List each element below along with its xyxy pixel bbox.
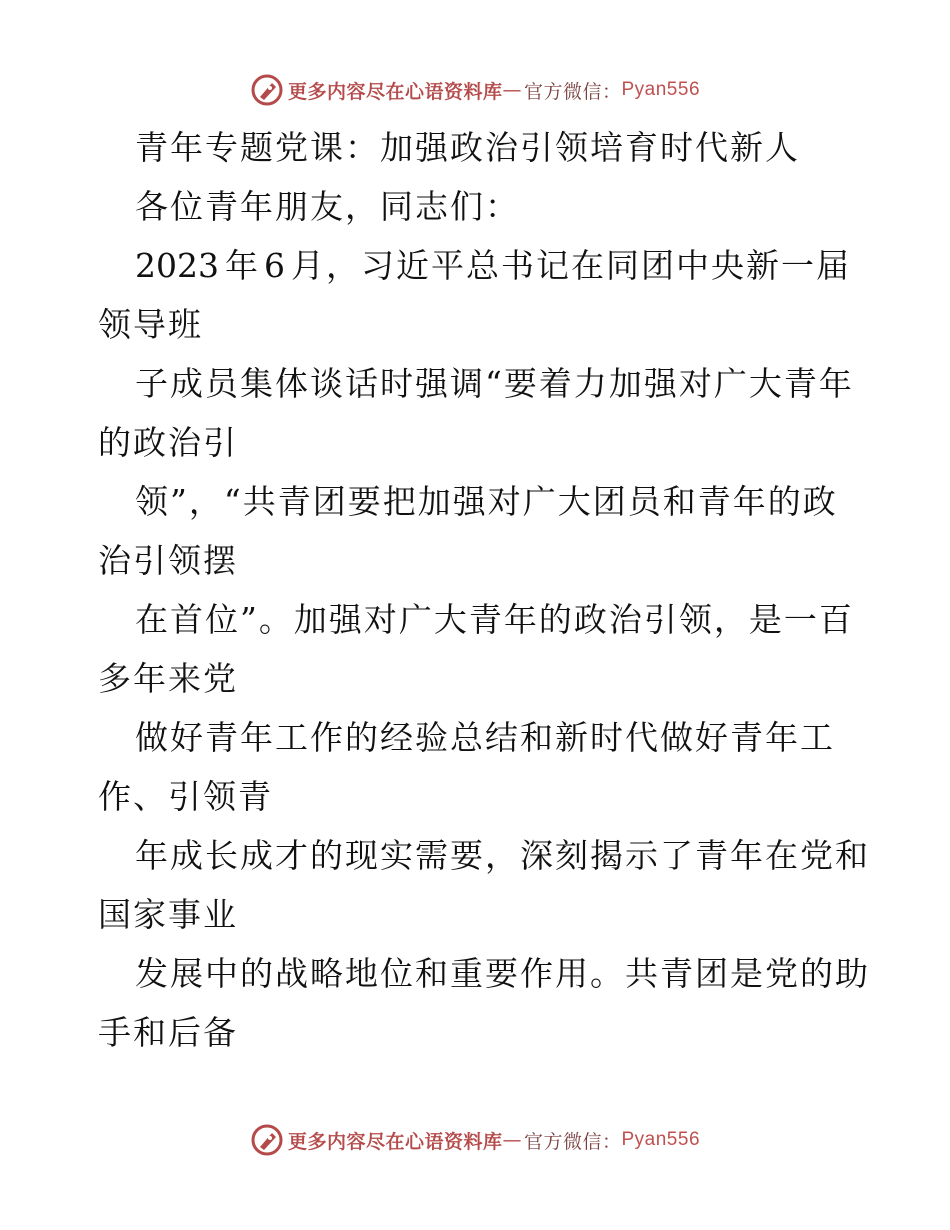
paragraph-line: 作、引领青 [98, 777, 273, 816]
paragraph-line: 多年来党 [98, 659, 238, 698]
document-title: 青年专题党课：加强政治引领培育时代新人 [135, 128, 800, 167]
watermark-text: 更多内容尽在心语资料库 [287, 1130, 503, 1153]
paragraph-text: 月，习近平总书记在同团中央新一届 [290, 246, 851, 285]
watermark-dash: — [502, 1129, 522, 1151]
watermark-contact-label: 官方微信： [523, 80, 622, 103]
footer-watermark [0, 1120, 950, 1160]
watermark-contact-id: Pyan556 [621, 79, 701, 100]
paragraph-line: 子成员集体谈话时强调“要着力加强对广大青年 [135, 364, 854, 403]
greeting: 各位青年朋友，同志们： [135, 187, 520, 226]
paragraph-line: 做好青年工作的经验总结和新时代做好青年工 [135, 718, 835, 757]
paragraph-line: 在首位”。加强对广大青年的政治引领，是一百 [135, 600, 854, 639]
paragraph-line: 国家事业 [98, 895, 238, 934]
watermark-text: 更多内容尽在心语资料库 [287, 80, 503, 103]
paragraph-line: 领导班 [98, 305, 203, 344]
paragraph-line: 发展中的战略地位和重要作用。共青团是党的助 [135, 954, 870, 993]
month-number: 6 [263, 246, 285, 285]
watermark-contact-id: Pyan556 [621, 1129, 701, 1150]
paragraph-line: 治引领摆 [98, 541, 238, 580]
paragraph-line [135, 236, 851, 295]
watermark-dash: — [502, 79, 522, 101]
paragraph-line: 年成长成才的现实需要，深刻揭示了青年在党和 [135, 836, 870, 875]
watermark-contact-label: 官方微信： [523, 1130, 622, 1153]
year-text: 2023 [135, 246, 219, 285]
header-watermark [0, 70, 950, 110]
pen-nib-circle-icon [250, 1123, 284, 1157]
pen-nib-circle-icon [250, 73, 284, 107]
paragraph-line: 领”，“共青团要把加强对广大团员和青年的政 [135, 482, 838, 521]
year-unit: 年 [224, 246, 258, 285]
paragraph-line: 手和后备 [98, 1013, 238, 1052]
paragraph-line: 的政治引 [98, 423, 238, 462]
